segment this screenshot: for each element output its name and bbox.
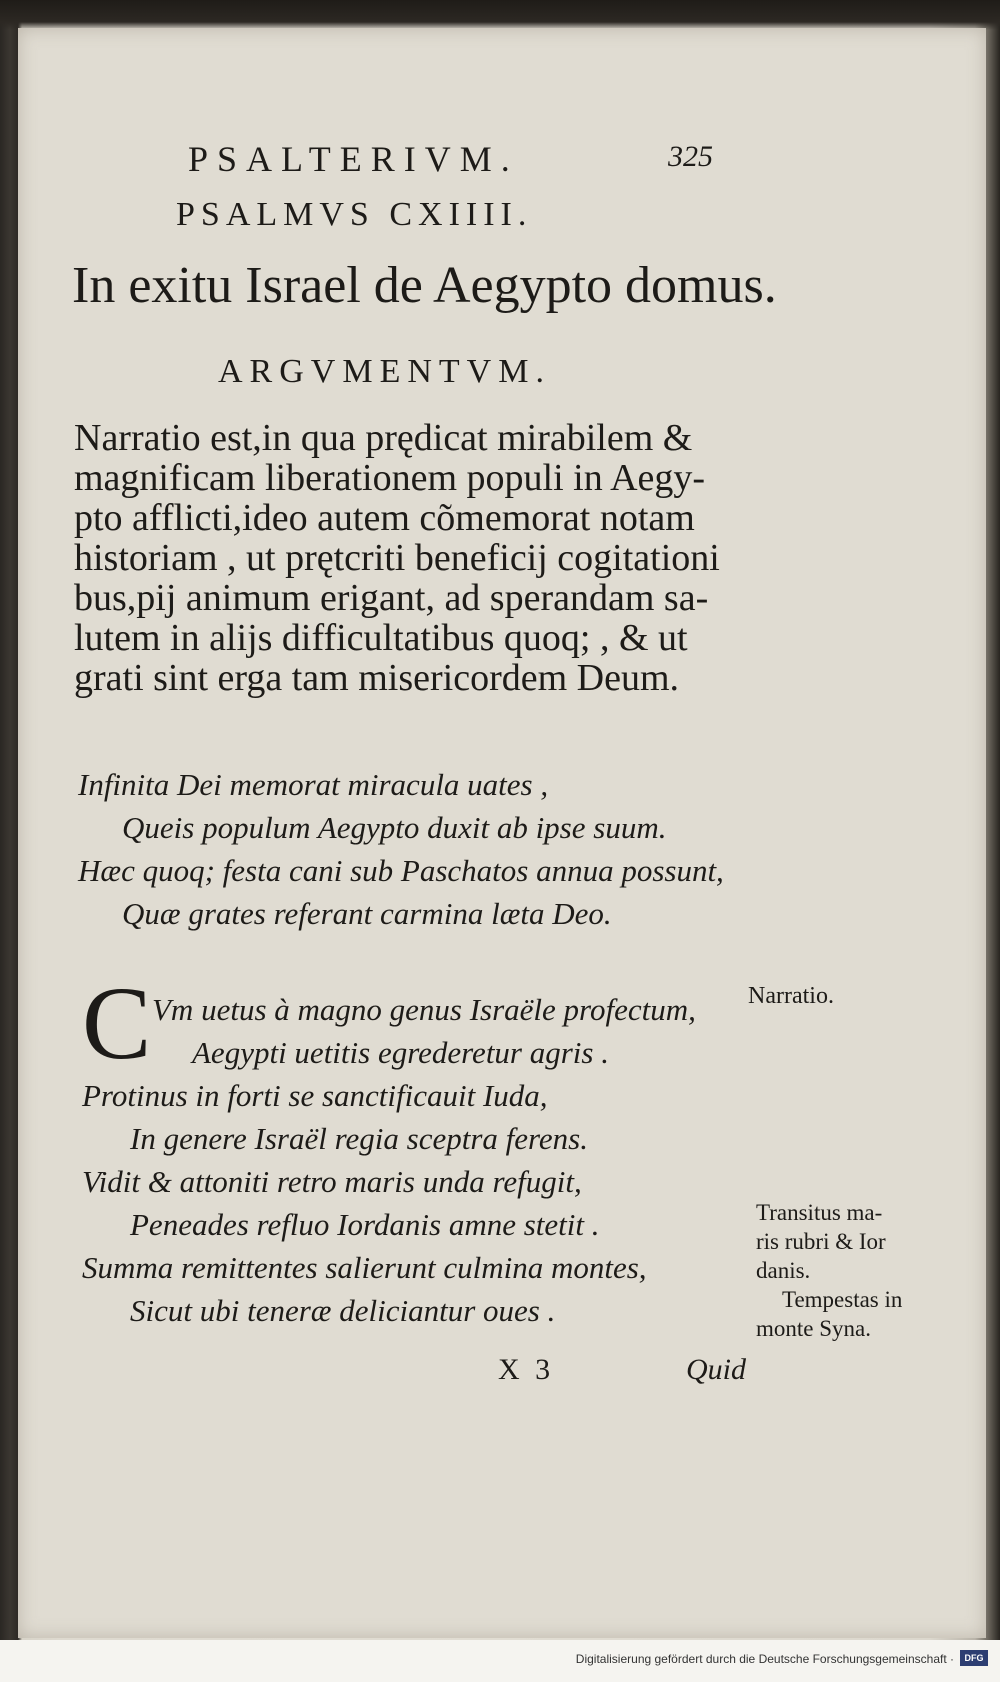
margin-note-line: Transitus ma- <box>756 1200 883 1225</box>
psalm-incipit: In exitu Israel de Aegypto domus. <box>72 257 777 314</box>
poem-line: Vm uetus à magno genus Israële profectum, <box>152 992 696 1027</box>
argument-line: historiam , ut prętcriti beneficij cogitationi <box>74 537 720 579</box>
psalm-poem <box>82 966 696 1332</box>
footer-credit: Digitalisierung gefördert durch die Deutsche Forschungsgemeinschaft · <box>575 1652 954 1666</box>
epigram-line: Queis populum Aegypto duxit ab ipse suum. <box>122 810 667 845</box>
dfg-logo-icon: DFG <box>960 1650 988 1666</box>
psalm-number: PSALMVS CXIIII. <box>176 196 533 233</box>
argument-body <box>74 418 754 698</box>
signature-mark: X 3 <box>498 1353 555 1386</box>
catchword: Quid <box>686 1353 746 1386</box>
running-head: PSALTERIVM. <box>188 139 519 179</box>
argument-line: Narratio est,in qua prędicat mirabilem & <box>74 417 693 459</box>
argument-line: bus,pij animum erigant, ad sperandam sa- <box>74 577 709 619</box>
margin-note-line: Tempestas in <box>782 1287 903 1312</box>
epigram <box>78 763 724 935</box>
poem-line: Summa remittentes salierunt culmina montes, <box>82 1250 647 1285</box>
poem-line: Peneades refluo Iordanis amne stetit . <box>130 1207 600 1242</box>
epigram-line: Quæ grates referant carmina læta Deo. <box>122 896 612 931</box>
margin-note-transitus <box>756 1198 902 1343</box>
argument-line: grati sint erga tam misericordem Deum. <box>74 657 680 699</box>
argument-line: pto afflicti,ideo autem cõmemorat notam <box>74 497 695 539</box>
margin-note-line: monte Syna. <box>756 1316 871 1341</box>
margin-note-line: danis. <box>756 1258 811 1283</box>
epigram-line: Hæc quoq; festa cani sub Paschatos annua possunt, <box>78 853 724 888</box>
scan-footer <box>0 1640 1000 1682</box>
argument-line: lutem in alijs difficultatibus quoq; , & ut <box>74 617 688 659</box>
book-page <box>18 28 986 1638</box>
poem-line: Aegypti uetitis egrederetur agris . <box>192 1035 609 1070</box>
margin-note-narratio: Narratio. <box>748 983 834 1009</box>
poem-line: Sicut ubi teneræ deliciantur oues . <box>130 1293 556 1328</box>
argument-heading: ARGVMENTVM. <box>218 353 551 390</box>
margin-note-line: ris rubri & Ior <box>756 1229 886 1254</box>
drop-cap: C <box>82 966 152 1081</box>
poem-line: In genere Israël regia sceptra ferens. <box>130 1121 588 1156</box>
scan-top-edge <box>0 0 1000 30</box>
poem-line: Protinus in forti se sanctificauit Iuda, <box>82 1078 548 1113</box>
epigram-line: Infinita Dei memorat miracula uates , <box>78 767 549 802</box>
page-number: 325 <box>668 140 713 173</box>
argument-line: magnificam liberationem populi in Aegy- <box>74 457 706 499</box>
poem-line: Vidit & attoniti retro maris unda refugit, <box>82 1164 582 1199</box>
